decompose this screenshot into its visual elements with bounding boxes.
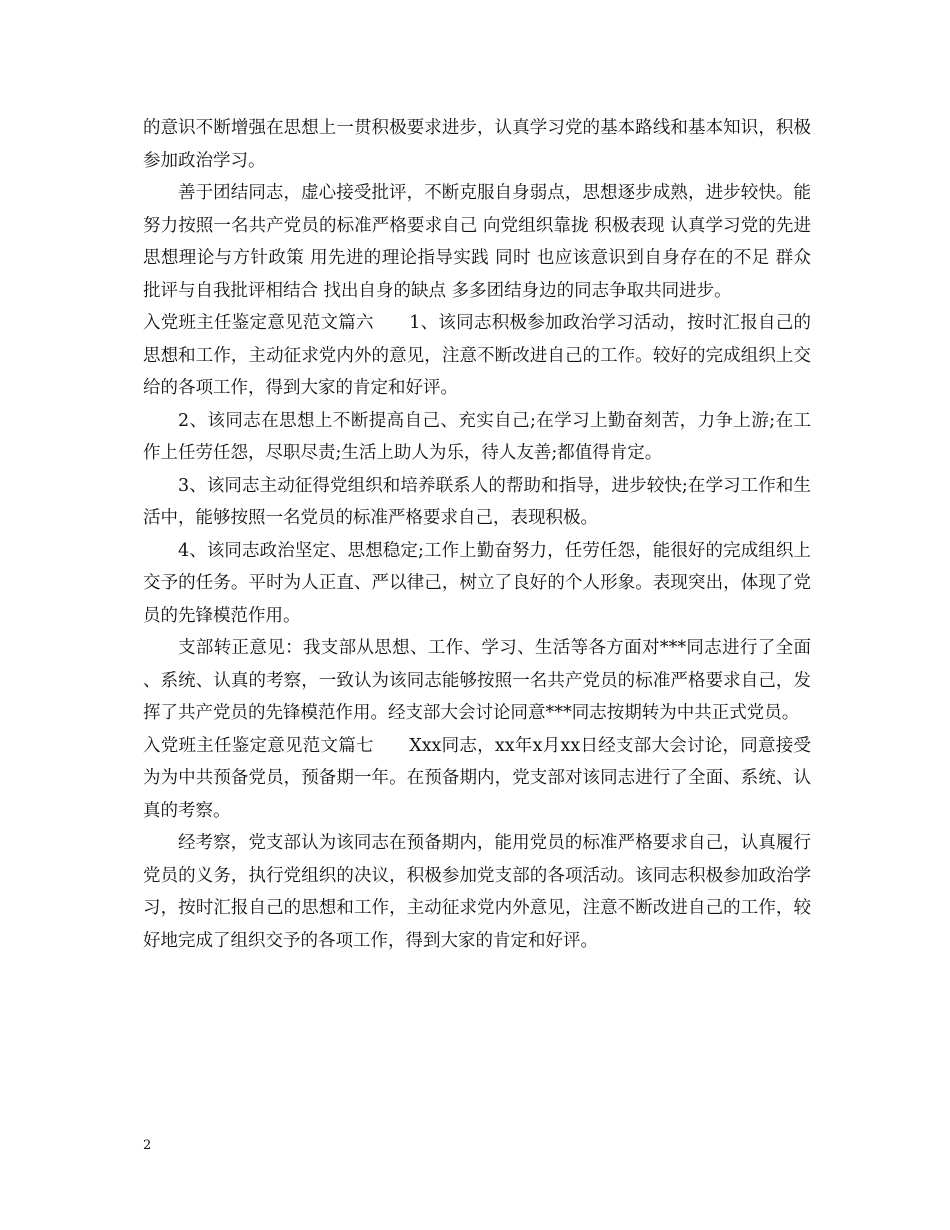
section-heading-paragraph: 入党班主任鉴定意见范文篇六 1、该同志积极参加政治学习活动，按时汇报自己的思想和工作，主动征求党内外的意见，注意不断改进自己的工作。较好的完成组织上交给的各项工作，得到大家的肯定和好评。	[143, 313, 811, 398]
paragraph: 善于团结同志，虚心接受批评，不断克服自身弱点，思想逐步成熟，进步较快。能努力按照一名共产党员的标准严格要求自己 向党组织靠拢 积极表现 认真学习党的先进思想理论与方针政策 用先进的理论指导实践 同时 也应该意识到自身存在的不足 群众批评与自我批评相结合 找出自身的缺点 多多团结身边的同志争取共同进步。	[143, 183, 811, 301]
paragraph: 3、该同志主动征得党组织和培养联系人的帮助和指导，进步较快;在学习工作和生活中，能够按照一名党员的标准严格要求自己，表现积极。	[143, 475, 811, 528]
section-heading-paragraph: 入党班主任鉴定意见范文篇七 Xxx同志，xx年x月xx日经支部大会讨论，同意接受为为中共预备党员，预备期一年。在预备期内，党支部对该同志进行了全面、系统、认真的考察。	[143, 735, 811, 821]
page-number: 2	[143, 1138, 152, 1153]
paragraph: 经考察，党支部认为该同志在预备期内，能用党员的标准严格要求自己，认真履行党员的义务，执行党组织的决议，积极参加党支部的各项活动。该同志积极参加政治学习，按时汇报自己的思想和工作，主动征求党内外意见，注意不断改进自己的工作，较好地完成了组织交予的各项工作，得到大家的肯定和好评。	[143, 833, 811, 951]
document-body	[143, 112, 811, 957]
paragraph: 的意识不断增强在思想上一贯积极要求进步，认真学习党的基本路线和基本知识，积极参加政治学习。	[143, 118, 811, 171]
paragraph: 4、该同志政治坚定、思想稳定;工作上勤奋努力，任劳任怨，能很好的完成组织上交予的任务。平时为人正直、严以律己，树立了良好的个人形象。表现突出，体现了党员的先锋模范作用。	[143, 540, 811, 626]
paragraph: 2、该同志在思想上不断提高自己、充实自己;在学习上勤奋刻苦，力争上游;在工作上任劳任怨，尽职尽责;生活上助人为乐，待人友善;都值得肯定。	[143, 410, 811, 463]
paragraph: 支部转正意见：我支部从思想、工作、学习、生活等各方面对***同志进行了全面、系统、认真的考察，一致认为该同志能够按照一名共产党员的标准严格要求自己，发挥了共产党员的先锋模范作用。经支部大会讨论同意***同志按期转为中共正式党员。	[143, 638, 811, 723]
